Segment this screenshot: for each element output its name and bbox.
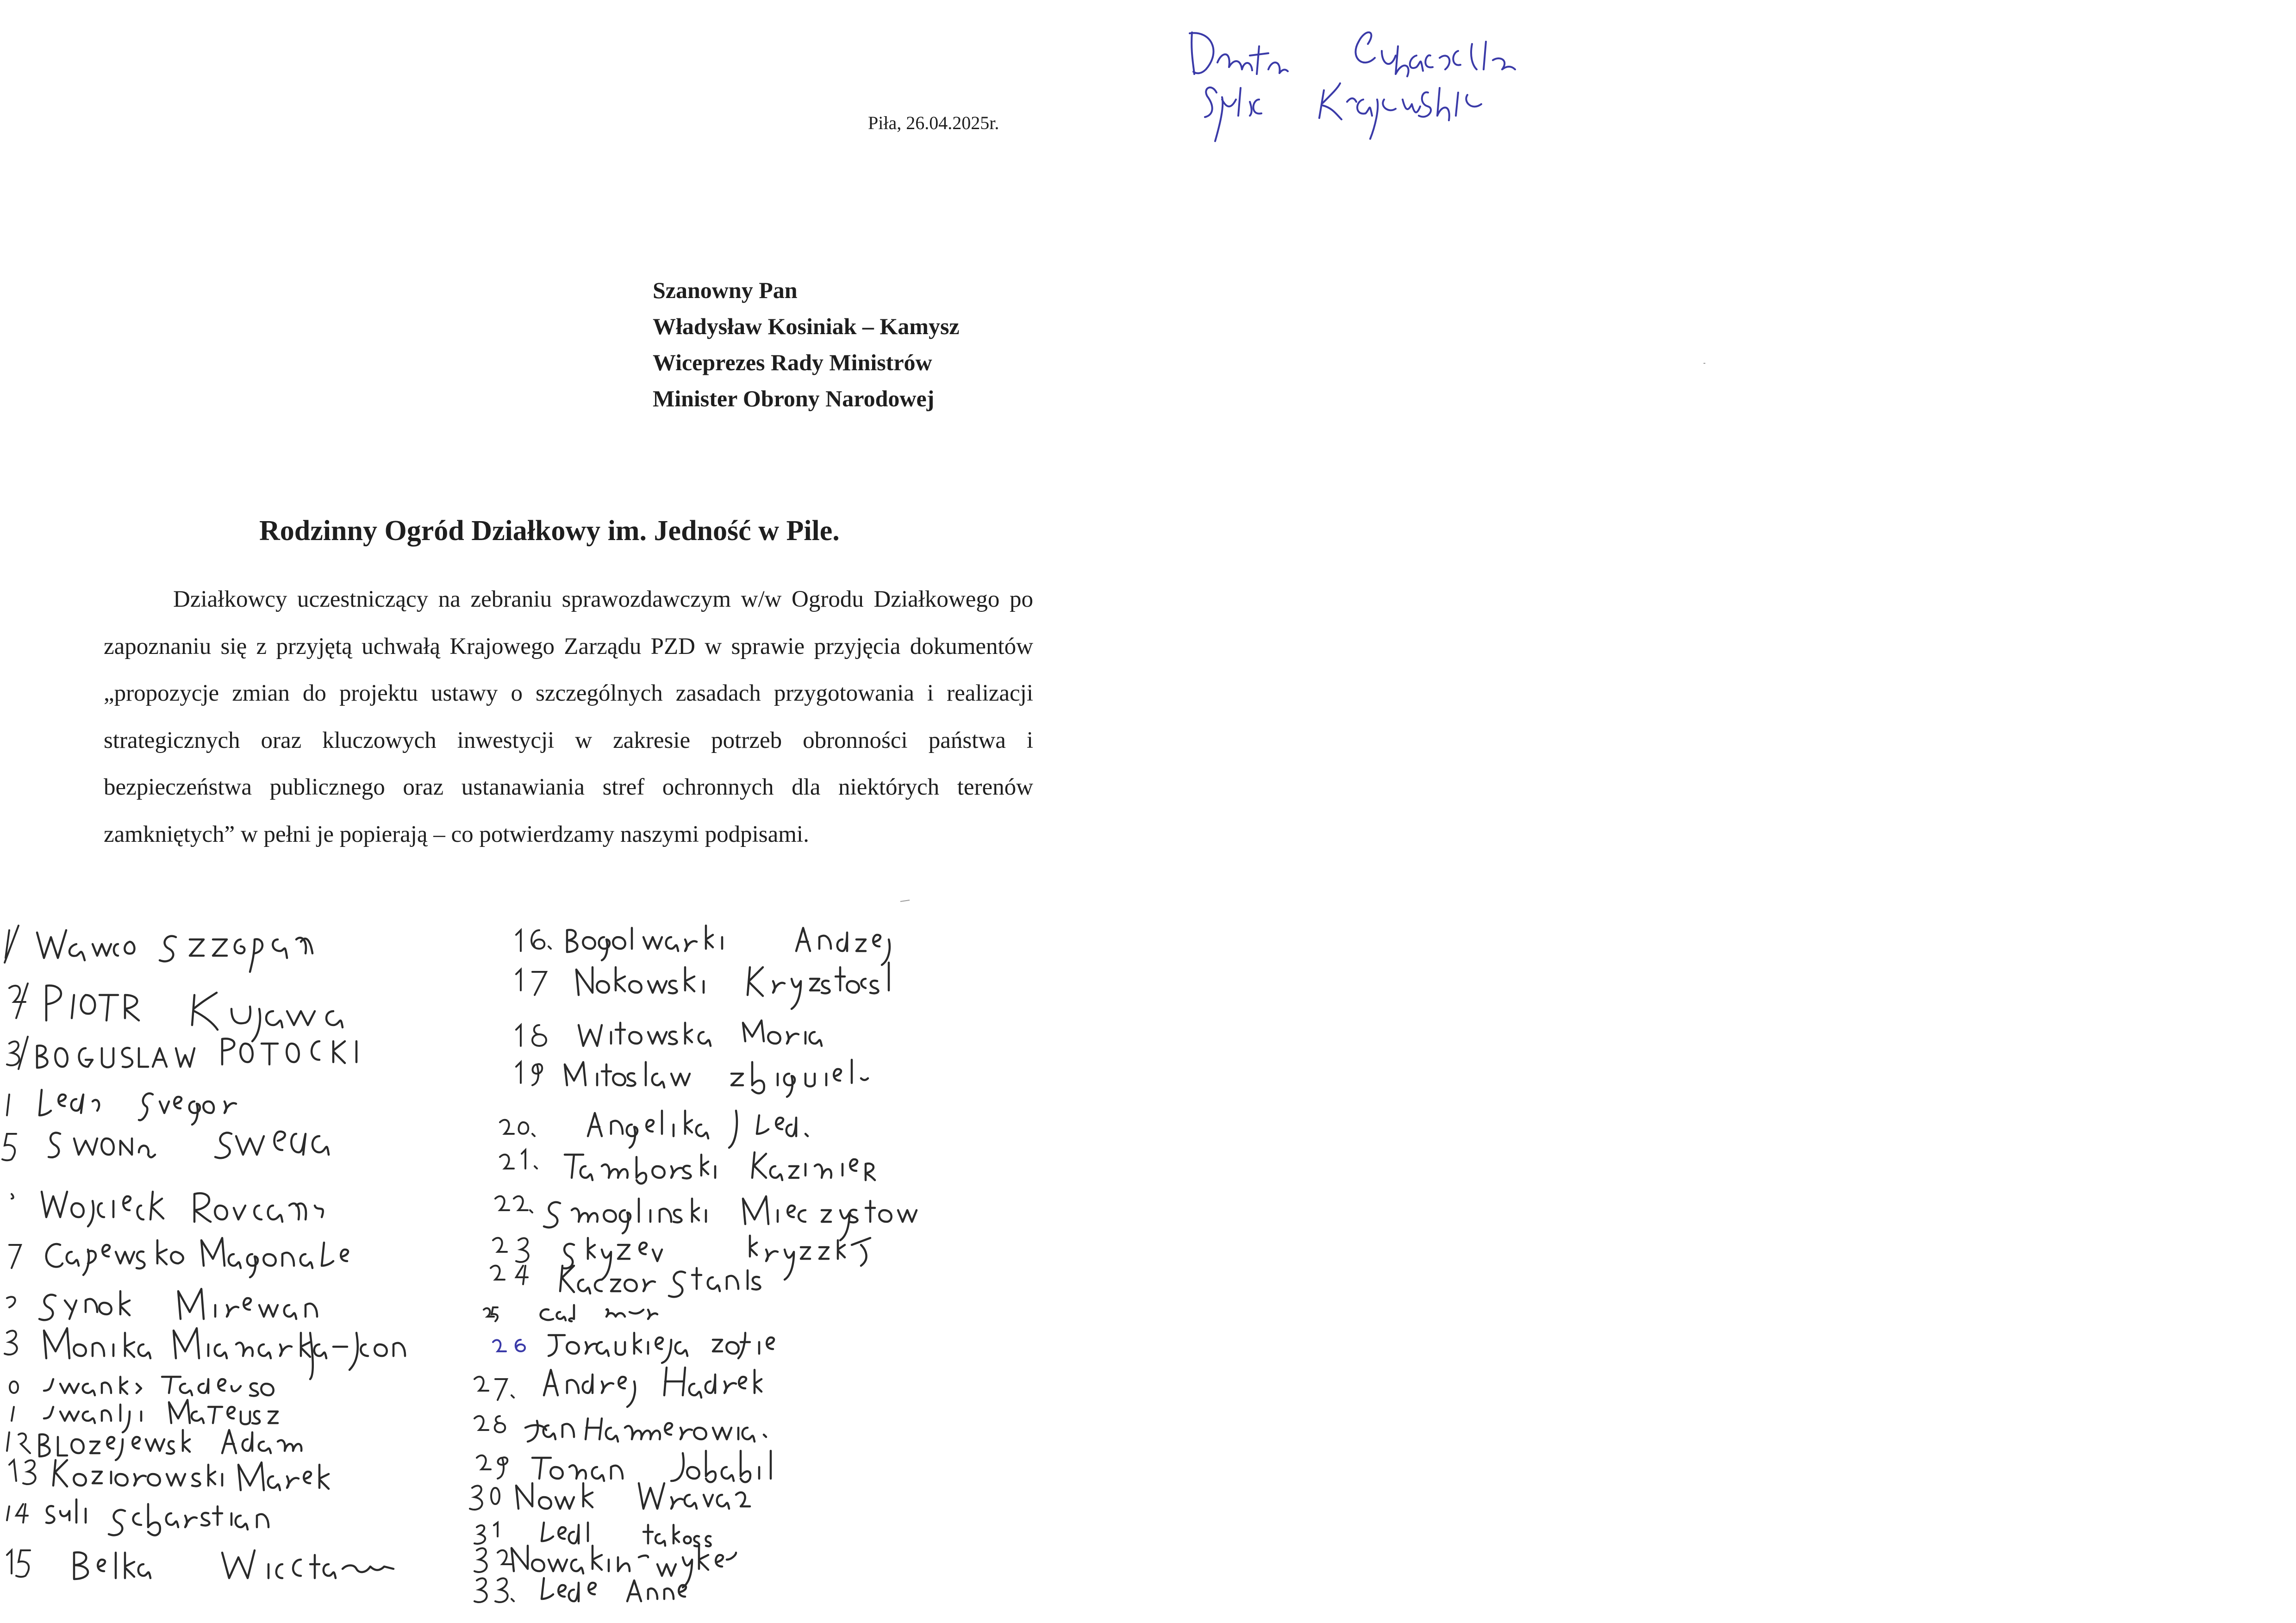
body-paragraph: Działkowcy uczestniczący na zebraniu sprawozdawczym w/w Ogrodu Działkowego po zapoznaniu się z przyjętą uchwałą Krajowego Zarządu PZD w sprawie przyjęcia dokumentów „propozycje zmian do projektu ustawy o szczególnych zasadach przygotowania i realizacji strategicznych oraz kluczowych inwestycji w zakresie potrzeb obronności państwa i bezpieczeństwa publicznego oraz ustanawiania stref ochronnych dla niektórych terenów zamkniętych” w pełni je popierają – co potwierdzamy naszymi podpisami. bbox=[104, 586, 1033, 847]
place-date: Piła, 26.04.2025r. bbox=[868, 112, 999, 133]
signature-25 bbox=[484, 1305, 657, 1321]
signature-32 bbox=[474, 1546, 736, 1587]
addressee-title-1: Wiceprezes Rady Ministrów bbox=[653, 349, 932, 375]
signature-24 bbox=[491, 1266, 760, 1297]
signature-6 bbox=[12, 1192, 323, 1226]
signature-26 bbox=[493, 1333, 774, 1363]
signature-13 bbox=[9, 1460, 329, 1490]
signature-19 bbox=[516, 1060, 868, 1097]
signature-16 bbox=[516, 926, 890, 965]
signature-9 bbox=[5, 1328, 405, 1379]
signature-27 bbox=[474, 1368, 761, 1407]
signature-20 bbox=[500, 1111, 808, 1148]
signature-33 bbox=[474, 1578, 686, 1602]
addressee-salutation: Szanowny Pan bbox=[653, 277, 798, 303]
signature-10 bbox=[10, 1377, 274, 1396]
signature-5 bbox=[2, 1132, 329, 1160]
signature-3 bbox=[7, 1037, 356, 1069]
signature-2 bbox=[9, 983, 343, 1041]
signature-28 bbox=[474, 1416, 766, 1442]
signature-21 bbox=[500, 1150, 875, 1184]
signature-12 bbox=[7, 1430, 301, 1460]
scan-artefact bbox=[900, 900, 910, 902]
signatures-left-column bbox=[2, 926, 405, 1579]
signature-15 bbox=[7, 1550, 393, 1579]
signature-18 bbox=[516, 1020, 822, 1046]
handwritten-annotation bbox=[1190, 32, 1515, 141]
signature-8 bbox=[7, 1289, 317, 1320]
document-title: Rodzinny Ogród Działkowy im. Jedność w Pile. bbox=[259, 515, 840, 547]
addressee-title-2: Minister Obrony Narodowej bbox=[653, 386, 935, 411]
signature-14 bbox=[7, 1499, 268, 1536]
signatures-right-column bbox=[470, 926, 917, 1602]
signature-31 bbox=[474, 1523, 711, 1546]
signature-22 bbox=[495, 1196, 917, 1240]
signature-30 bbox=[470, 1483, 750, 1510]
signature-1 bbox=[5, 926, 312, 972]
signature-11 bbox=[12, 1400, 278, 1432]
addressee-name: Władysław Kosiniak – Kamysz bbox=[653, 313, 960, 339]
signature-23 bbox=[493, 1236, 870, 1280]
signature-17 bbox=[516, 963, 889, 1009]
signature-29 bbox=[477, 1451, 771, 1482]
signature-4 bbox=[7, 1090, 236, 1125]
signature-7 bbox=[9, 1238, 348, 1277]
